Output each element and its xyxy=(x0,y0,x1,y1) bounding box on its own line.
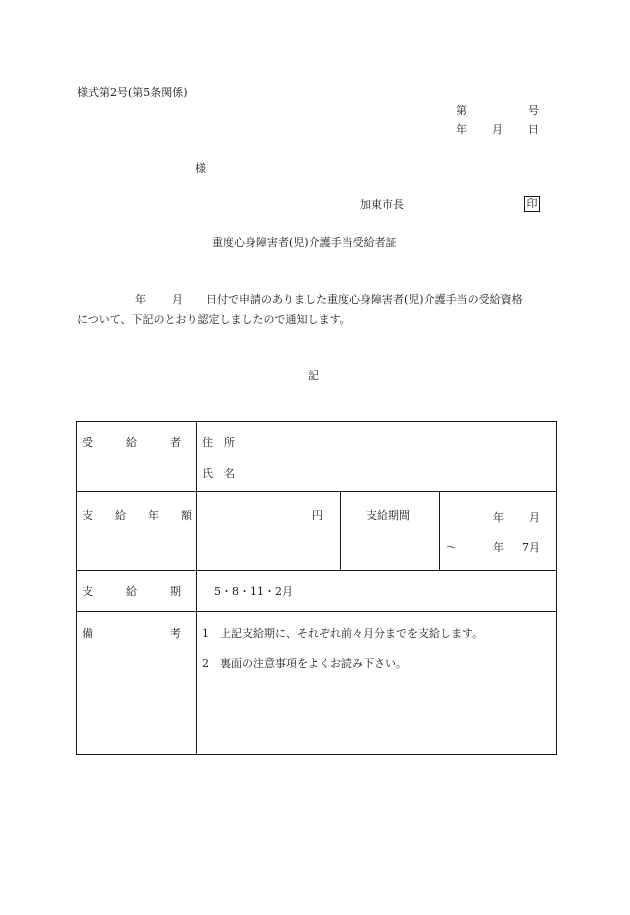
period-start-month: 月 xyxy=(529,511,540,524)
remark-2: 2 裏面の注意事項をよくお読み下さい。 xyxy=(202,657,407,670)
period-start-year: 年 xyxy=(493,511,504,524)
document-title: 重度心身障害者(児)介護手当受給者証 xyxy=(212,236,397,249)
recipient-label: 受 給 者 xyxy=(82,436,181,449)
period-label: 支給期間 xyxy=(366,509,410,522)
row-divider-2 xyxy=(76,570,557,571)
amount-label: 支 給 年 額 xyxy=(82,509,192,522)
pay-months-value: 5・8・11・2月 xyxy=(214,585,293,598)
seal-mark: 印 xyxy=(524,196,540,212)
remarks-label: 備 考 xyxy=(82,627,181,640)
form-label: 様式第2号(第5条関係) xyxy=(77,86,188,99)
table-border-right xyxy=(556,421,557,755)
ki-mark: 記 xyxy=(308,369,319,382)
date-year: 年 xyxy=(456,123,467,136)
row-divider-3 xyxy=(76,611,557,612)
table-border-bottom xyxy=(76,754,557,755)
period-end-year: 年 xyxy=(493,541,504,554)
yen-unit: 円 xyxy=(312,509,323,522)
table-border-top xyxy=(76,421,557,422)
address-label: 住 所 xyxy=(202,436,235,449)
amount-divider-1 xyxy=(340,491,341,571)
number-suffix: 号 xyxy=(528,104,539,117)
period-tilde: ～ xyxy=(446,541,457,554)
row-divider-1 xyxy=(76,491,557,492)
pay-months-label: 支 給 期 xyxy=(82,585,181,598)
name-label: 氏 名 xyxy=(202,467,235,480)
amount-divider-2 xyxy=(439,491,440,571)
body-year: 年 xyxy=(135,293,146,306)
body-line1: 日付で申請のありました重度心身障害者(児)介護手当の受給資格 xyxy=(206,293,523,306)
date-month: 月 xyxy=(492,123,503,136)
body-line2: について、下記のとおり認定しましたので通知します。 xyxy=(77,313,351,326)
remark-1: 1 上記支給期に、それぞれ前々月分までを支給します。 xyxy=(202,627,484,640)
period-end-month: 7月 xyxy=(522,541,540,554)
table-border-left xyxy=(76,421,77,755)
addressee-suffix: 様 xyxy=(195,162,206,175)
body-month: 月 xyxy=(172,293,183,306)
issuer-title: 加東市長 xyxy=(360,198,404,211)
number-prefix: 第 xyxy=(456,104,467,117)
label-column-divider xyxy=(196,421,197,755)
date-day: 日 xyxy=(528,123,539,136)
